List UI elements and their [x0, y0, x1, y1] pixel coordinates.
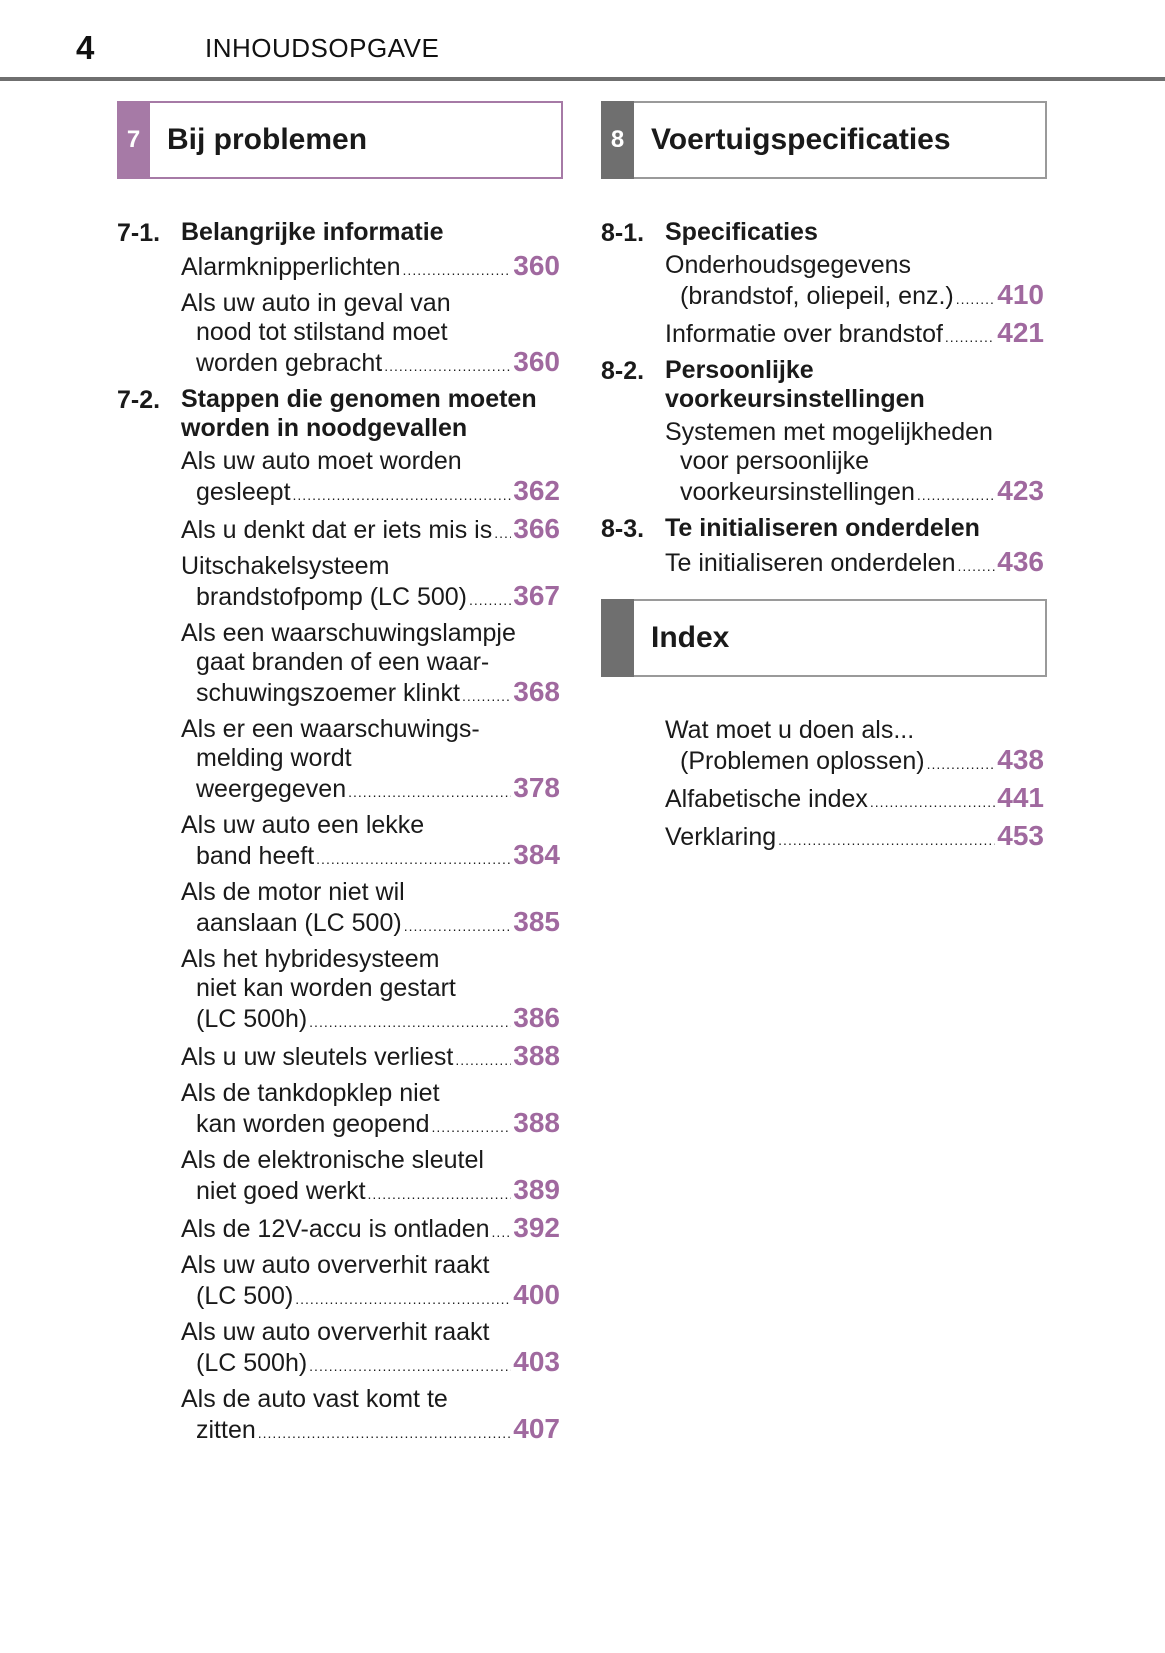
toc-entry[interactable] [181, 1251, 560, 1314]
dot-leader [956, 285, 996, 314]
toc-entry-line: Als uw auto een lekke [181, 811, 425, 839]
subsection-title[interactable]: voorkeursinstellingen [665, 385, 925, 413]
page-reference[interactable]: 436 [997, 546, 1044, 577]
dot-leader [917, 481, 995, 510]
toc-entry-line: Als de elektronische sleutel [181, 1146, 484, 1174]
section-8-tab: 8 [601, 101, 634, 179]
toc-entry[interactable] [181, 1318, 560, 1381]
toc-entry-row [181, 840, 560, 874]
toc-entry-line: Als de tankdopklep niet [181, 1079, 440, 1107]
page-header [0, 0, 1165, 82]
toc-entry-line: Onderhoudsgegevens [665, 251, 912, 279]
toc-subsection [601, 218, 1044, 352]
section-7-tab: 7 [117, 101, 150, 179]
header-title: INHOUDSOPGAVE [205, 33, 440, 63]
toc-entry-row [665, 821, 1044, 855]
toc-entry-line: gesleept [196, 478, 291, 506]
page-reference[interactable]: 407 [513, 1413, 560, 1444]
toc-entry-row [181, 347, 560, 381]
toc-entry-line: gaat branden of een waar- [196, 648, 490, 676]
toc-entry-line: Als een waarschuwingslampje [181, 619, 516, 647]
toc-entry-row [665, 318, 1044, 352]
toc-entry-line: melding wordt [196, 744, 352, 772]
toc-entry-row [181, 476, 560, 510]
page-reference[interactable]: 385 [513, 906, 560, 937]
dot-leader [494, 519, 511, 548]
toc-entry-line: Als uw auto moet worden [181, 447, 462, 475]
toc-entry-row [181, 907, 560, 941]
toc-entry-line: voor persoonlijke [680, 447, 869, 475]
toc-subsection [117, 385, 560, 1448]
subsection-number: 8-1. [601, 219, 645, 247]
dot-leader [258, 1419, 512, 1448]
dot-leader [870, 788, 995, 817]
dot-leader [316, 845, 511, 874]
page-reference[interactable]: 392 [513, 1212, 560, 1243]
toc-entry-line: Als uw auto oververhit raakt [181, 1318, 490, 1346]
subsection-number: 7-2. [117, 386, 161, 414]
page-reference[interactable]: 368 [513, 676, 560, 707]
subsection-title[interactable]: Persoonlijke [665, 356, 814, 384]
page-reference[interactable]: 400 [513, 1279, 560, 1310]
toc-entry-line: Als het hybridesysteem [181, 945, 440, 973]
toc-entry-line: niet goed werkt [196, 1177, 366, 1205]
page-reference[interactable]: 421 [997, 317, 1044, 348]
toc-entry-row [181, 677, 560, 711]
toc-entry-line: Alarmknipperlichten [181, 253, 401, 281]
dot-leader [945, 323, 995, 352]
toc-entry[interactable] [665, 716, 1044, 779]
toc-entry-row [665, 547, 1044, 581]
page-reference[interactable]: 410 [997, 279, 1044, 310]
subsection-title[interactable]: Te initialiseren onderdelen [665, 514, 980, 542]
toc-entry[interactable] [181, 1079, 560, 1142]
toc-entry[interactable] [181, 1213, 560, 1247]
toc-entry-line: Als uw auto in geval van [181, 289, 451, 317]
toc-entry[interactable] [181, 251, 560, 285]
section-8-heading[interactable] [601, 101, 1047, 179]
subsection-number: 7-1. [117, 219, 161, 247]
section-7-heading[interactable] [117, 101, 563, 179]
dot-leader [492, 1218, 512, 1247]
dot-leader [455, 1046, 511, 1075]
toc-entry-line: Systemen met mogelijkheden [665, 418, 993, 446]
toc-entry-row [181, 251, 560, 285]
section-7-title: Bij problemen [167, 123, 368, 156]
toc-entry-line: (LC 500h) [196, 1005, 308, 1033]
toc-entry-row [181, 1213, 560, 1247]
header-rule [0, 77, 1165, 81]
page-reference[interactable]: 403 [513, 1346, 560, 1377]
toc-entry-row [181, 1414, 560, 1448]
toc-entry[interactable] [665, 783, 1044, 817]
toc-entry-row [665, 783, 1044, 817]
toc-entry[interactable] [181, 289, 560, 381]
page-number: 4 [76, 29, 95, 66]
dot-leader [469, 586, 511, 615]
dot-leader [309, 1008, 511, 1037]
toc-entry[interactable] [181, 552, 560, 615]
toc-entry-line: voorkeursinstellingen [680, 478, 915, 506]
toc-entry[interactable] [665, 318, 1044, 352]
page-reference[interactable]: 360 [513, 250, 560, 281]
dot-leader [293, 481, 512, 510]
dot-leader [778, 826, 995, 855]
subsection-title[interactable]: Specificaties [665, 218, 818, 246]
dot-leader [309, 1352, 511, 1381]
section-8-contents [601, 218, 1044, 581]
toc-entry-row [181, 1108, 560, 1142]
toc-entry-row [181, 1175, 560, 1209]
section-7-contents [117, 218, 560, 1448]
toc-entry[interactable] [181, 878, 560, 941]
page-reference[interactable]: 378 [513, 772, 560, 803]
toc-entry[interactable] [181, 1041, 560, 1075]
subsection-title[interactable]: worden in noodgevallen [181, 414, 468, 442]
subsection-number: 8-3. [601, 515, 645, 543]
dot-leader [404, 912, 512, 941]
toc-entry-line: Te initialiseren onderdelen [665, 549, 956, 577]
toc-entry-line: nood tot stilstand moet [196, 318, 448, 346]
toc-entry-line: Als uw auto oververhit raakt [181, 1251, 490, 1279]
toc-entry-line: (LC 500) [196, 1282, 294, 1310]
toc-entry-row [665, 280, 1044, 314]
toc-entry[interactable] [181, 514, 560, 548]
toc-entry-line: Verklaring [665, 823, 777, 851]
page-reference[interactable]: 441 [997, 782, 1044, 813]
page-reference[interactable]: 384 [513, 839, 560, 870]
page-reference[interactable]: 360 [513, 346, 560, 377]
toc-entry-line: kan worden geopend [196, 1110, 430, 1138]
toc-entry-line: Wat moet u doen als... [665, 716, 915, 744]
section-8-title: Voertuigspecificaties [651, 123, 951, 156]
toc-entry-line: Als u denkt dat er iets mis is [181, 516, 493, 544]
dot-leader [348, 778, 511, 807]
page-reference[interactable]: 423 [997, 475, 1044, 506]
dot-leader [957, 552, 995, 581]
index-contents [601, 716, 1044, 855]
toc-entry-line: band heeft [196, 842, 315, 870]
toc-entry-row [181, 581, 560, 615]
toc-entry-line: Als de motor niet wil [181, 878, 405, 906]
toc-entry-line: schuwingszoemer klinkt [196, 679, 460, 707]
toc-entry-line: (LC 500h) [196, 1349, 308, 1377]
toc-entry-row [181, 1003, 560, 1037]
toc-entry-line: worden gebracht [196, 349, 383, 377]
dot-leader [384, 352, 511, 381]
toc-entry[interactable] [665, 821, 1044, 855]
toc-entry[interactable] [181, 811, 560, 874]
page-reference[interactable]: 388 [513, 1107, 560, 1138]
toc-entry[interactable] [181, 1146, 560, 1209]
toc-entry[interactable] [181, 715, 560, 807]
toc-subsection [601, 514, 1044, 581]
dot-leader [432, 1113, 512, 1142]
index-heading[interactable] [601, 599, 1047, 677]
subsection-title[interactable]: Stappen die genomen moeten [181, 385, 537, 413]
toc-entry-line: (Problemen oplossen) [680, 747, 925, 775]
toc-entry-line: Als de 12V-accu is ontladen [181, 1215, 490, 1243]
index-title: Index [651, 621, 730, 654]
page-reference[interactable]: 388 [513, 1040, 560, 1071]
toc-entry-line: zitten [196, 1416, 256, 1444]
toc-subsection [601, 356, 1044, 510]
toc-entry-line: Als er een waarschuwings- [181, 715, 480, 743]
toc-entry-row [181, 1041, 560, 1075]
toc-subsection [117, 218, 560, 381]
toc-entry-line: Als u uw sleutels verliest [181, 1043, 454, 1071]
toc-entry-line: Uitschakelsysteem [181, 552, 390, 580]
dot-leader [368, 1180, 512, 1209]
dot-leader [295, 1285, 511, 1314]
toc-entry-row [665, 476, 1044, 510]
dot-leader [927, 750, 996, 779]
toc-entry-line: brandstofpomp (LC 500) [196, 583, 467, 611]
toc-entry[interactable] [181, 447, 560, 510]
toc-entry[interactable] [181, 945, 560, 1037]
toc-entry[interactable] [665, 418, 1044, 510]
dot-leader [462, 682, 511, 711]
page-reference[interactable]: 367 [513, 580, 560, 611]
toc-entry-line: Informatie over brandstof [665, 320, 943, 348]
toc-entry-row [181, 773, 560, 807]
toc-entry[interactable] [665, 547, 1044, 581]
toc-entry[interactable] [665, 251, 1044, 314]
page-reference[interactable]: 386 [513, 1002, 560, 1033]
toc-entry-line: niet kan worden gestart [196, 974, 456, 1002]
toc-entry-line: Alfabetische index [665, 785, 868, 813]
subsection-number: 8-2. [601, 357, 645, 385]
page-reference[interactable]: 362 [513, 475, 560, 506]
page-reference[interactable]: 453 [997, 820, 1044, 851]
toc-entry-line: Als de auto vast komt te [181, 1385, 448, 1413]
index-tab [601, 599, 634, 677]
toc-entry-row [181, 1347, 560, 1381]
page-reference[interactable]: 389 [513, 1174, 560, 1205]
toc-entry-row [181, 1280, 560, 1314]
subsection-title[interactable]: Belangrijke informatie [181, 218, 444, 246]
toc-entry-row [665, 745, 1044, 779]
toc-entry-row [181, 514, 560, 548]
toc-entry-line: weergegeven [196, 775, 347, 803]
toc-entry-line: aanslaan (LC 500) [196, 909, 402, 937]
dot-leader [403, 256, 512, 285]
toc-entry[interactable] [181, 619, 560, 711]
toc-entry[interactable] [181, 1385, 560, 1448]
toc-entry-line: (brandstof, oliepeil, enz.) [680, 282, 954, 310]
page-reference[interactable]: 438 [997, 744, 1044, 775]
page-reference[interactable]: 366 [513, 513, 560, 544]
